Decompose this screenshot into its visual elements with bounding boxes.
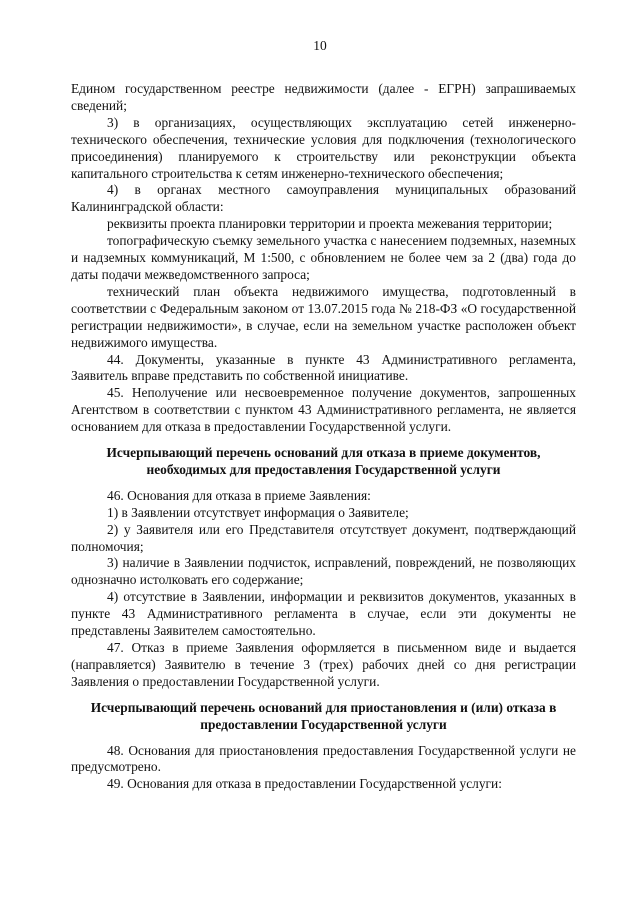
paragraph: 45. Неполучение или несвоевременное получение документов, запрошенных Агентством в соответствии с пунктом 43 Административного регламента, не является основанием для отказа в предоставлении Государственной услуги.	[71, 385, 576, 435]
paragraph: 1) в Заявлении отсутствует информация о Заявителе;	[107, 504, 409, 520]
paragraph: 4) отсутствие в Заявлении, информации и реквизитов документов, указанных в пункте 43 Административного регламента в случае, если эти документы не представлены Заявителем самостоятельно.	[71, 589, 576, 639]
paragraph: реквизиты проекта планировки территории и проекта межевания территории;	[107, 216, 553, 232]
section-heading: Исчерпывающий перечень оснований для отказа в приеме документов, необходимых для предоставления Государственной услуги	[106, 445, 541, 477]
paragraph: 49. Основания для отказа в предоставлении Государственной услуги:	[107, 776, 502, 792]
paragraph: 3) в организациях, осуществляющих эксплуатацию сетей инженерно-технического обеспечения, технические условия для подключения (технологического присоединения) планируемого к строительству или реконструкции объекта капитального строительства к сетям инженерно-технического обеспечения;	[71, 114, 576, 181]
document-body	[71, 81, 576, 793]
paragraph: 3) наличие в Заявлении подчисток, исправлений, повреждений, не позволяющих однозначно истолковать его содержание;	[71, 555, 576, 588]
section-heading: Исчерпывающий перечень оснований для приостановления и (или) отказа в предоставлении Государственной услуги	[90, 699, 557, 732]
paragraph: 48. Основания для приостановления предоставления Государственной услуги не предусмотрено.	[71, 742, 576, 775]
paragraph: 46. Основания для отказа в приеме Заявления:	[107, 487, 371, 503]
paragraph: Едином государственном реестре недвижимости (далее - ЕГРН) запрашиваемых сведений;	[71, 81, 576, 113]
paragraph: 47. Отказ в приеме Заявления оформляется в письменном виде и выдается (направляется) Заявителю в течение 3 (трех) рабочих дней со дня регистрации Заявления о предоставлении Государственной услуги.	[71, 640, 576, 689]
paragraph: 2) у Заявителя или его Представителя отсутствует документ, подтверждающий полномочия;	[71, 521, 576, 554]
paragraph: 4) в органах местного самоуправления муниципальных образований Калининградской области:	[71, 182, 576, 215]
paragraph: 44. Документы, указанные в пункте 43 Административного регламента, Заявитель вправе представить по собственной инициативе.	[71, 351, 576, 384]
paragraph: топографическую съемку земельного участка с нанесением подземных, наземных и надземных коммуникаций, М 1:500, с обновлением не более чем за 2 (два) года до даты подачи межведомственного запроса;	[71, 233, 576, 282]
page-number: 10	[313, 38, 327, 53]
paragraph: технический план объекта недвижимого имущества, подготовленный в соответствии с Федеральным законом от 13.07.2015 года № 218-ФЗ «О государственной регистрации недвижимости», в случае, если на земельном участке расположен объект недвижимого имущества.	[71, 283, 576, 350]
